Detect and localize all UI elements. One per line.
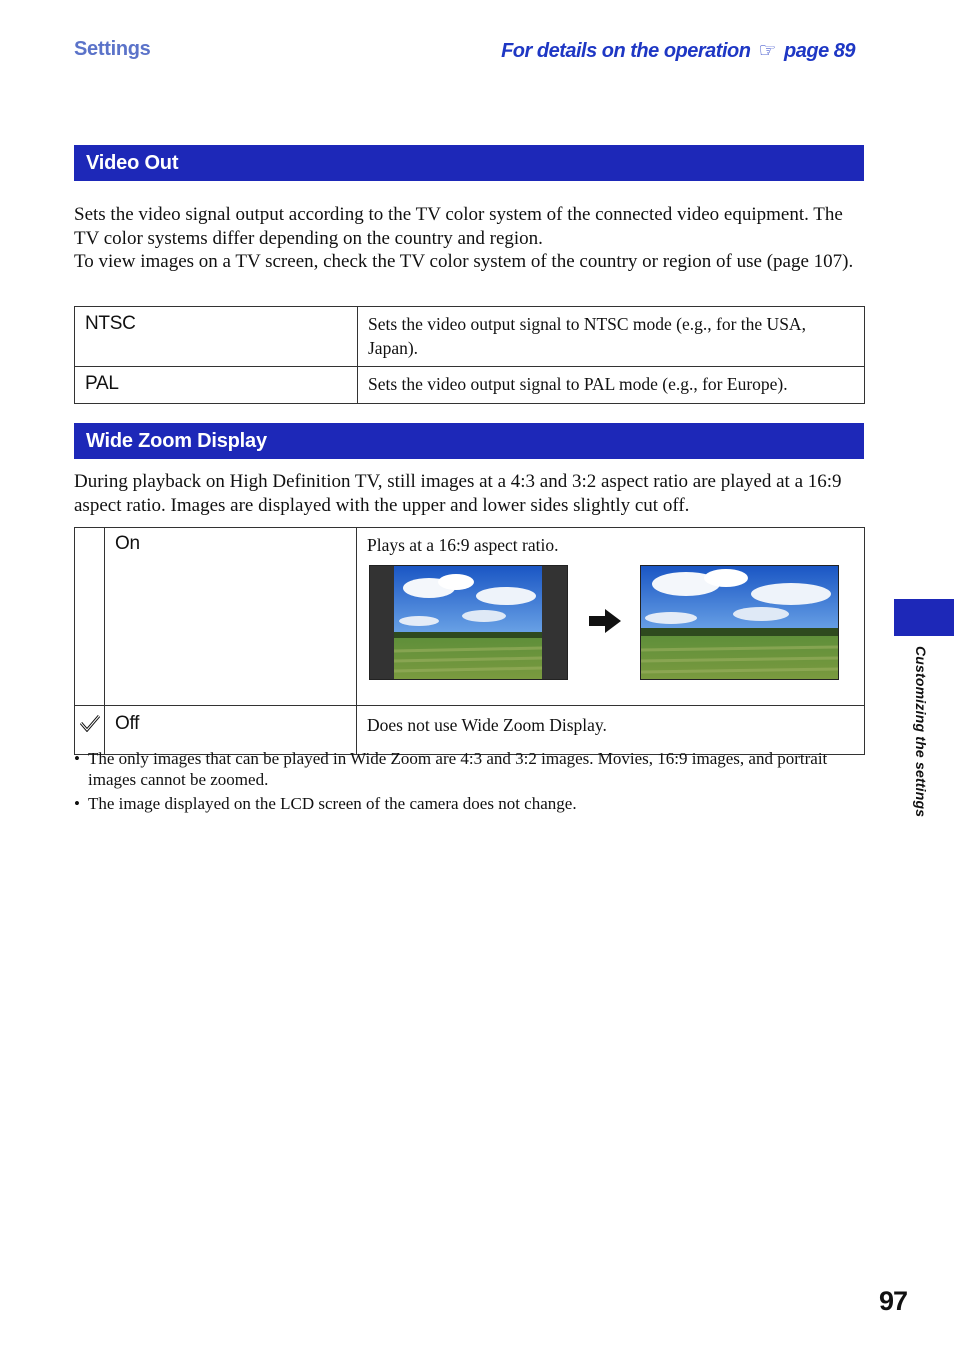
pointing-hand-icon: ☞ — [758, 40, 776, 62]
table-row — [75, 367, 865, 404]
option-name-ntsc: NTSC — [75, 307, 358, 367]
wide-zoom-options-table — [74, 527, 865, 755]
wide-zoom-intro: During playback on High Definition TV, still images at a 4:3 and 3:2 aspect ratio are played at a 16:9 aspect ratio. Images are displayed with the upper and lower sides slightly cut off. — [74, 471, 842, 516]
header-details-page: page 89 — [784, 40, 855, 62]
video-out-intro-2: To view images on a TV screen, check the TV color system of the country or region of use (page 107). — [74, 251, 854, 272]
table-row — [75, 528, 865, 706]
right-arrow-icon — [589, 609, 621, 633]
default-marker-cell — [75, 528, 105, 706]
chapter-label — [913, 646, 937, 846]
photo-4-3-letterboxed — [369, 565, 568, 680]
video-out-intro: Sets the video signal output according to the TV color system of the connected video equipment. The TV color systems differ depending on the country and region. — [74, 204, 843, 249]
notes-list — [74, 748, 864, 817]
header-details-text: For details on the operation — [501, 40, 751, 62]
option-desc-pal: Sets the video output signal to PAL mode (e.g., for Europe). — [358, 367, 865, 404]
chapter-label-text: Customizing the settings — [913, 646, 929, 818]
chapter-tab — [894, 599, 954, 636]
table-row — [75, 307, 865, 367]
option-desc-ntsc: Sets the video output signal to NTSC mode (e.g., for the USA, Japan). — [358, 307, 865, 367]
page-number: 97 — [879, 1286, 908, 1316]
header-section-title: Settings — [74, 38, 151, 60]
option-desc-on: Plays at a 16:9 aspect ratio. — [367, 535, 559, 555]
section-heading-video-out: Video Out — [74, 145, 864, 181]
list-item: • The only images that can be played in Wide Zoom are 4:3 and 3:2 images. Movies, 16:9 images, and portrait images cannot be zoomed. — [74, 748, 864, 790]
option-name-on: On — [105, 528, 357, 706]
photo-16-9-zoomed — [640, 565, 839, 680]
header-details-link — [501, 38, 855, 63]
video-out-options-table — [74, 306, 865, 404]
section-heading-wide-zoom: Wide Zoom Display — [74, 423, 864, 459]
checkmark-icon — [80, 714, 100, 732]
option-desc-off: Does not use Wide Zoom Display. — [357, 706, 865, 755]
option-name-pal: PAL — [75, 367, 358, 404]
list-item: • The image displayed on the LCD screen of the camera does not change. — [74, 793, 864, 814]
option-name-off: Off — [105, 706, 357, 755]
aspect-illustration — [367, 565, 854, 685]
option-desc-cell-on — [357, 528, 865, 706]
